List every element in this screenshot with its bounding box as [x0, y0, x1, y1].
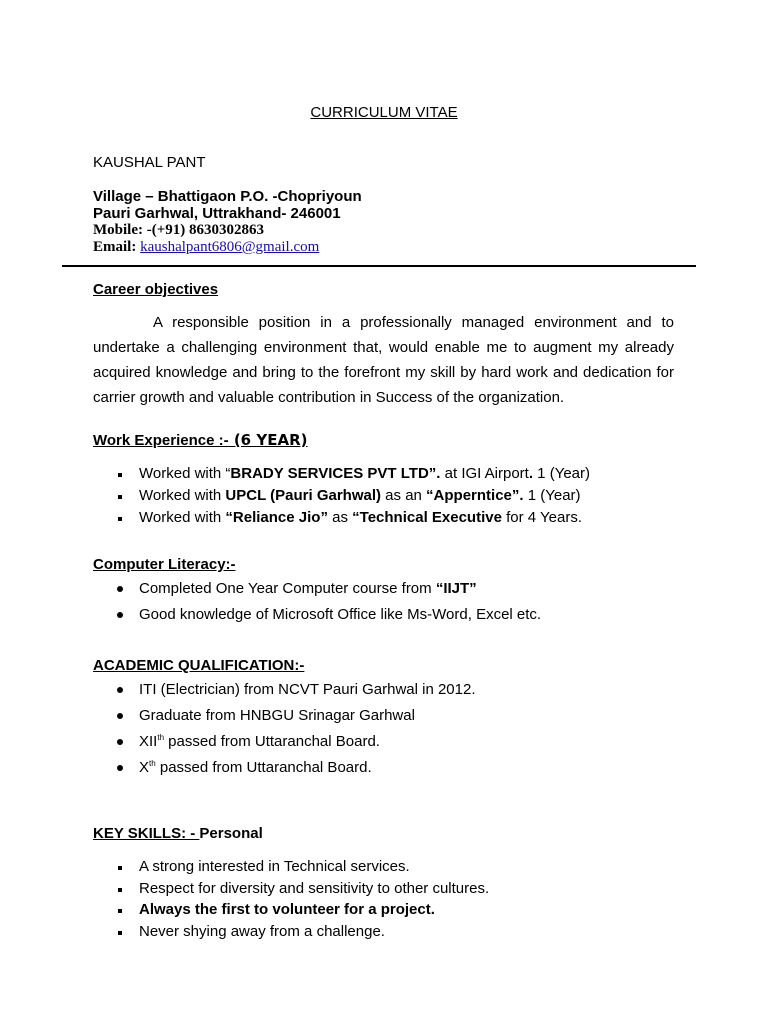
list-item: Worked with “BRADY SERVICES PVT LTD”. at IGI Airport. 1 (Year): [116, 465, 590, 487]
mobile-number: Mobile: -(+91) 8630302863: [93, 222, 265, 238]
skills-heading: [93, 825, 263, 842]
skills-subheading: Personal: [199, 825, 263, 842]
email-link[interactable]: kaushalpant6806@gmail.com: [140, 239, 320, 255]
address-line-1: Village – Bhattigaon P.O. -Chopriyoun: [93, 188, 362, 205]
email-label: Email:: [93, 239, 137, 255]
academic-heading: ACADEMIC QUALIFICATION:-: [93, 657, 305, 674]
career-heading: Career objectives: [93, 281, 219, 298]
career-text: A responsible position in a professionally managed environment and to undertake a challenging environment that, would enable me to augment my already acquired knowledge and bring to the forefront my skill by hard work and dedication for carrier growth and valuable contribution in Success of the organization.: [93, 314, 674, 406]
email-line: [93, 239, 319, 256]
work-heading: [93, 431, 307, 449]
list-item: Good knowledge of Microsoft Office like Ms-Word, Excel etc.: [116, 606, 541, 632]
list-item: Xth passed from Uttaranchal Board.: [116, 759, 476, 785]
list-item: Respect for diversity and sensitivity to other cultures.: [116, 880, 489, 902]
list-item: Worked with UPCL (Pauri Garhwal) as an “Apperntice”. 1 (Year): [116, 487, 590, 509]
academic-list: [116, 681, 476, 785]
work-years: (6 YEAR): [228, 431, 308, 449]
list-item: Completed One Year Computer course from “IIJT”: [116, 580, 541, 606]
candidate-name: KAUSHAL PANT: [93, 154, 206, 171]
header-divider: [62, 265, 696, 267]
document-title: CURRICULUM VITAE: [310, 104, 458, 121]
work-heading-label: Work Experience :-: [93, 432, 229, 449]
computer-heading: Computer Literacy:-: [93, 556, 236, 573]
list-item: Worked with “Reliance Jio” as “Technical Executive for 4 Years.: [116, 509, 590, 531]
list-item: XIIth passed from Uttaranchal Board.: [116, 733, 476, 759]
list-item: ITI (Electrician) from NCVT Pauri Garhwal in 2012.: [116, 681, 476, 707]
career-paragraph: [93, 310, 674, 410]
address-line-2: Pauri Garhwal, Uttrakhand- 246001: [93, 205, 341, 222]
work-list: [116, 465, 590, 531]
list-item: A strong interested in Technical services.: [116, 858, 489, 880]
skills-heading-label: KEY SKILLS: -: [93, 825, 200, 842]
list-item: Graduate from HNBGU Srinagar Garhwal: [116, 707, 476, 733]
skills-list: [116, 858, 489, 944]
list-item: Always the first to volunteer for a project.: [116, 901, 489, 923]
list-item: Never shying away from a challenge.: [116, 923, 489, 945]
computer-list: [116, 580, 541, 632]
